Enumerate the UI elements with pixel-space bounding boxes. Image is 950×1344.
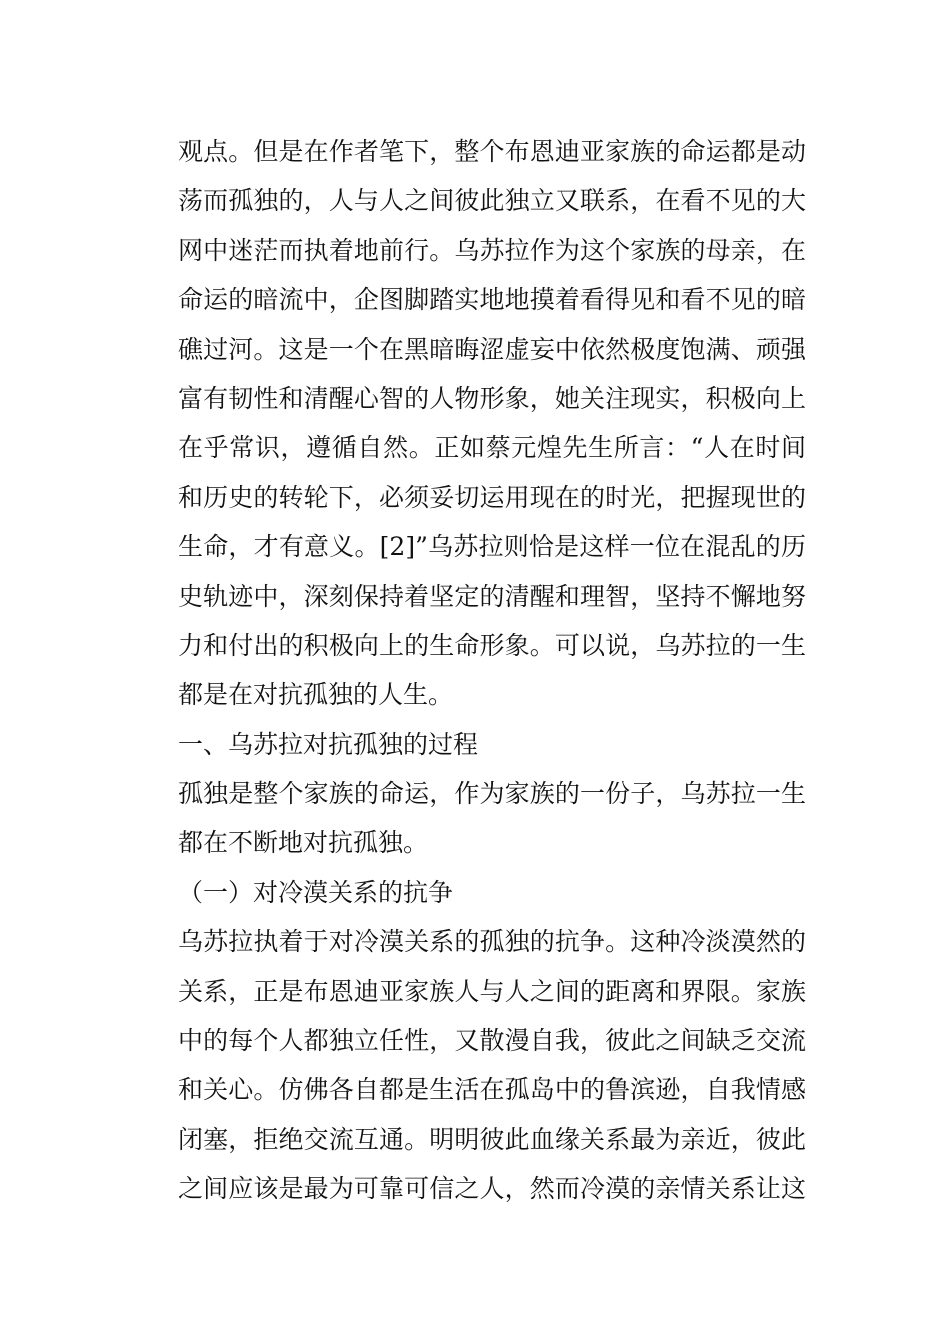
text-line: 命运的暗流中，企图脚踏实地地摸着看得见和看不见的暗 [178,285,806,315]
text-line: 网中迷茫而执着地前行。乌苏拉作为这个家族的母亲，在 [178,235,806,265]
text-line: 富有韧性和清醒心智的人物形象，她关注现实，积极向上 [178,383,806,413]
text-line: 观点。但是在作者笔下，整个布恩迪亚家族的命运都是动 [178,137,806,166]
text-line: 中的每个人都独立任性，又散漫自我，彼此之间缺乏交流 [178,1026,806,1056]
text-line: 都是在对抗孤独的人生。 [178,680,454,710]
text-line: 之间应该是最为可靠可信之人，然而冷漠的亲情关系让这 [178,1174,806,1204]
text-line: 关系，正是布恩迪亚家族人与人之间的距离和界限。家族 [178,976,806,1006]
subsection-heading: （一）对冷漠关系的抗争 [178,877,454,907]
text-line: 力和付出的积极向上的生命形象。可以说，乌苏拉的一生 [178,630,806,660]
section-heading: 一、乌苏拉对抗孤独的过程 [178,729,479,759]
text-line: 和历史的转轮下，必须妥切运用现在的时光，把握现世的 [178,482,806,512]
document-body [178,127,806,1214]
text-line: 生命，才有意义。[2]”乌苏拉则恰是这样一位在混乱的历 [178,532,806,562]
text-line: 礁过河。这是一个在黑暗晦涩虚妄中依然极度饱满、顽强 [178,334,806,364]
text-line: 在乎常识，遵循自然。正如蔡元煌先生所言：“人在时间 [178,433,806,463]
text-line: 荡而孤独的，人与人之间彼此独立又联系，在看不见的大 [178,186,806,216]
text-line: 史轨迹中，深刻保持着坚定的清醒和理智，坚持不懈地努 [178,581,806,611]
text-line: 都在不断地对抗孤独。 [178,828,429,858]
text-line: 闭塞，拒绝交流互通。明明彼此血缘关系最为亲近，彼此 [178,1124,806,1154]
text-line: 和关心。仿佛各自都是生活在孤岛中的鲁滨逊，自我情感 [178,1075,806,1105]
text-line: 孤独是整个家族的命运，作为家族的一份子，乌苏拉一生 [178,779,806,809]
text-line: 乌苏拉执着于对冷漠关系的孤独的抗争。这种冷淡漠然的 [178,927,806,957]
